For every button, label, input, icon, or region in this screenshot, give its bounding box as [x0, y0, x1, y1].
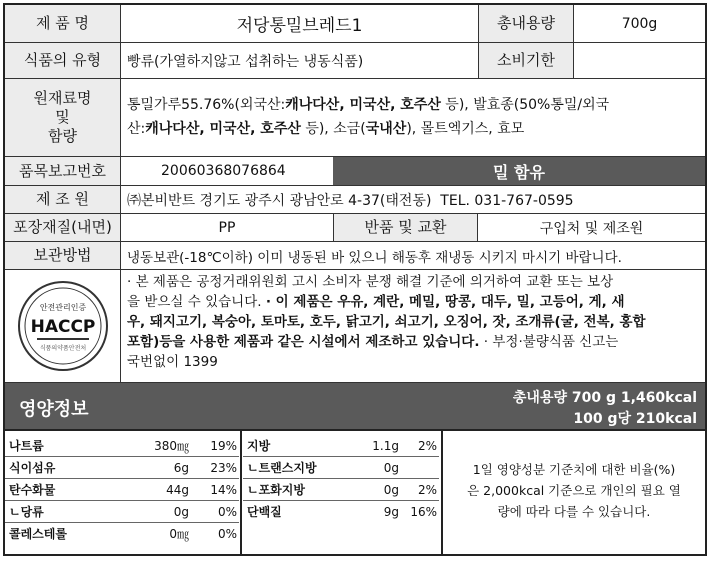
wheat-allergen-notice: 밀 함유: [333, 157, 705, 186]
nutrient-row: [243, 501, 439, 522]
nutrient-amount: 6g: [173, 460, 189, 475]
nutrient-amount: 0g: [383, 482, 399, 497]
nutrition-total-line: 총내용량 700 g 1,460kcal: [512, 390, 697, 406]
nutrient-pct: 14%: [210, 482, 237, 497]
haccp-logo: [17, 280, 109, 372]
packaging-material: PP: [121, 214, 333, 242]
nutrient-amount: 0㎎: [169, 527, 189, 541]
nutrient-row: [5, 523, 239, 544]
ingredients-origin: 캐나다산, 미국산, 호주산: [145, 121, 301, 137]
total-volume-label: 총내용량: [478, 5, 574, 43]
ingredients-label-line2: 및: [55, 108, 70, 127]
nutrient-pct: 0%: [217, 504, 237, 519]
nutrient-name: 단백질: [247, 505, 282, 519]
haccp-main-text: HACCP: [30, 317, 95, 337]
food-label: [3, 3, 707, 556]
nutrient-row: [243, 457, 439, 479]
notice-line: · 본 제품은 공정거래위원회 고시 소비자 분쟁 해결 기준에 의거하여 교환 또는 보상: [127, 274, 614, 290]
ingredients-label-line3: 함량: [48, 126, 77, 145]
haccp-area: [5, 270, 121, 383]
nutrient-name: 콜레스테롤: [9, 527, 67, 541]
nutrition-title: 영양정보: [19, 399, 89, 420]
product-name: 저당통밀브레드1: [121, 5, 478, 43]
ingredients-part: 산:: [127, 121, 146, 137]
nutrition-mid-column: [243, 435, 439, 522]
haccp-top-text: 안전관리인증: [39, 303, 86, 312]
nutrient-row: [5, 501, 239, 523]
nutrient-amount: 1.1g: [372, 438, 399, 453]
nutrient-name: 탄수화물: [9, 483, 56, 497]
storage-method: 냉동보관(-18℃이하) 이미 냉동된 바 있으니 해동후 재냉동 시키지 마시기 바랍니다.: [121, 242, 705, 270]
report-number-label: 품목보고번호: [5, 157, 121, 186]
nutrient-row: [243, 435, 439, 457]
ingredients-part: 등), 발효종(50%통밀/외국: [440, 97, 610, 113]
notice-line: 국번없이 1399: [127, 354, 218, 370]
nutrition-body: [5, 429, 705, 554]
nutrition-header: [5, 383, 705, 429]
nutrient-amount: 0g: [173, 504, 189, 519]
nutrient-pct: 2%: [417, 438, 437, 453]
nutrient-amount: 380㎎: [154, 439, 189, 453]
ingredients-origin: 국내산: [365, 121, 407, 137]
consumer-notice: [121, 270, 705, 383]
ingredients-origin: 캐나다산, 미국산, 호주산: [285, 97, 441, 113]
nutrient-pct: 23%: [210, 460, 237, 475]
allergen-notice: 포함)등을 사용한 제품과 같은 시설에서 제조하고 있습니다.: [127, 334, 480, 350]
nutrient-name: ㄴ포화지방: [247, 483, 305, 497]
storage-label: 보관방법: [5, 242, 121, 270]
manufacturer-label: 제 조 원: [5, 186, 121, 214]
nutrition-note: [443, 459, 705, 522]
ingredients-label-line1: 원재료명: [33, 89, 92, 108]
nutrient-amount: 0g: [383, 460, 399, 475]
notice-part: · 부정·불량식품 신고는: [479, 334, 619, 350]
allergen-notice: · 이 제품은 우유, 계란, 메밀, 땅콩, 대두, 밀, 고등어, 게, 새: [265, 294, 625, 310]
nutrition-per100-line: 100 g당 210kcal: [573, 411, 697, 427]
nutrient-name: ㄴ당류: [9, 505, 44, 519]
food-type: 빵류(가열하지않고 섭취하는 냉동식품): [121, 43, 478, 79]
total-volume: 700g: [574, 5, 705, 43]
product-name-label: 제 품 명: [5, 5, 121, 43]
nutrient-row: [243, 479, 439, 501]
ingredients-part: 통밀가루55.76%(외국산:: [127, 97, 286, 113]
exchange-value: 구입처 및 제조원: [478, 214, 705, 242]
nutrient-row: [5, 479, 239, 501]
note-line: 1일 영양성분 기준치에 대한 비율(%): [472, 462, 676, 477]
allergen-notice: 우, 돼지고기, 복숭아, 토마토, 호두, 닭고기, 쇠고기, 오징어, 잣, 조개류(굴, 전복, 홍합: [127, 314, 646, 330]
nutrient-row: [5, 457, 239, 479]
nutrient-pct: 2%: [417, 482, 437, 497]
nutrient-pct: 16%: [410, 504, 437, 519]
note-line: 량에 따라 다를 수 있습니다.: [497, 504, 651, 519]
nutrient-amount: 9g: [383, 504, 399, 519]
ingredients-part: 등), 소금(: [300, 121, 366, 137]
report-number: 20060368076864: [121, 157, 333, 186]
ingredients-text: [121, 79, 705, 157]
nutrient-row: [5, 435, 239, 457]
notice-part: 을 받으실 수 있습니다.: [127, 294, 266, 310]
nutrient-name: 지방: [247, 439, 271, 453]
manufacturer: ㈜본비반트 경기도 광주시 광남안로 4-37(태전동) TEL. 031-767-0595: [121, 186, 705, 214]
expiry-value: [574, 43, 705, 79]
ingredients-label: [5, 79, 121, 157]
nutrient-amount: 44g: [166, 482, 189, 497]
nutrient-name: ㄴ트랜스지방: [247, 461, 317, 475]
ingredients-part: ), 몰트엑기스, 효모: [406, 121, 525, 137]
expiry-label: 소비기한: [478, 43, 574, 79]
packaging-label: 포장재질(내면): [5, 214, 121, 242]
nutrient-pct: 19%: [210, 438, 237, 453]
food-type-label: 식품의 유형: [5, 43, 121, 79]
note-line: 은 2,000kcal 기준으로 개인의 필요 열: [467, 483, 681, 498]
nutrient-name: 식이섬유: [9, 461, 56, 475]
nutrient-pct: 0%: [217, 526, 237, 541]
haccp-bottom-text: 식품의약품안전처: [39, 345, 86, 352]
nutrient-name: 나트륨: [9, 439, 44, 453]
exchange-label: 반품 및 교환: [333, 214, 478, 242]
nutrition-left-column: [5, 435, 239, 544]
